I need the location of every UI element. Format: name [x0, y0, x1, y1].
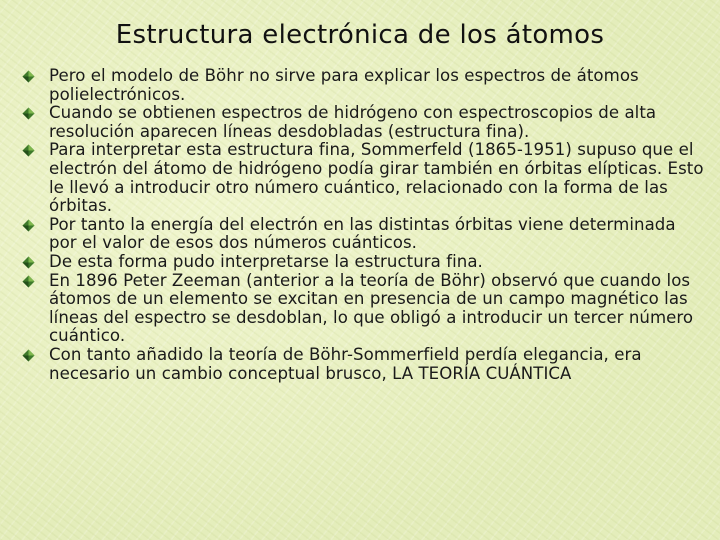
diamond-bullet-icon	[22, 256, 35, 269]
diamond-bullet-icon	[22, 144, 35, 157]
bullet-text: Para interpretar esta estructura fina, Sommerfeld (1865-1951) supuso que el electrón del átomo de hidrógeno podía girar también en órbitas elípticas. Esto le llevó a introducir otro número cuántico, relacionado con la forma de las órbitas.	[49, 140, 704, 216]
diamond-bullet-icon	[22, 70, 35, 83]
diamond-bullet-icon	[22, 349, 35, 362]
bullet-text: Por tanto la energía del electrón en las distintas órbitas viene determinada por el valor de esos dos números cuánticos.	[49, 214, 676, 253]
bullet-text: De esta forma pudo interpretarse la estructura fina.	[49, 251, 483, 271]
bullet-item	[22, 67, 704, 104]
bullet-item	[22, 253, 704, 272]
diamond-bullet-icon	[22, 107, 35, 120]
bullet-item	[22, 346, 704, 383]
bullet-item	[22, 216, 704, 253]
diamond-bullet-icon	[22, 219, 35, 232]
bullet-text: Cuando se obtienen espectros de hidrógeno con espectroscopios de alta resolución aparecen líneas desdobladas (estructura fina).	[49, 103, 657, 141]
bullet-text: En 1896 Peter Zeeman (anterior a la teoría de Böhr) observó que cuando los átomos de un elemento se excitan en presencia de un campo magnético las líneas del espectro se desdoblan, lo que obligó a introducir un tercer número cuántico.	[49, 270, 694, 346]
bullet-text: Pero el modelo de Böhr no sirve para explicar los espectros de átomos polielectrónicos.	[49, 66, 639, 104]
bullet-item	[22, 141, 704, 215]
bullet-list	[22, 67, 704, 383]
bullet-text: Con tanto añadido la teoría de Böhr-Sommerfield perdía elegancia, era necesario un cambio conceptual brusco, LA TEORÍA CUÁNTICA	[49, 344, 642, 383]
slide-title: Estructura electrónica de los átomos	[115, 20, 605, 50]
bullet-item	[22, 272, 704, 346]
bullet-item	[22, 104, 704, 141]
diamond-bullet-icon	[22, 275, 35, 288]
